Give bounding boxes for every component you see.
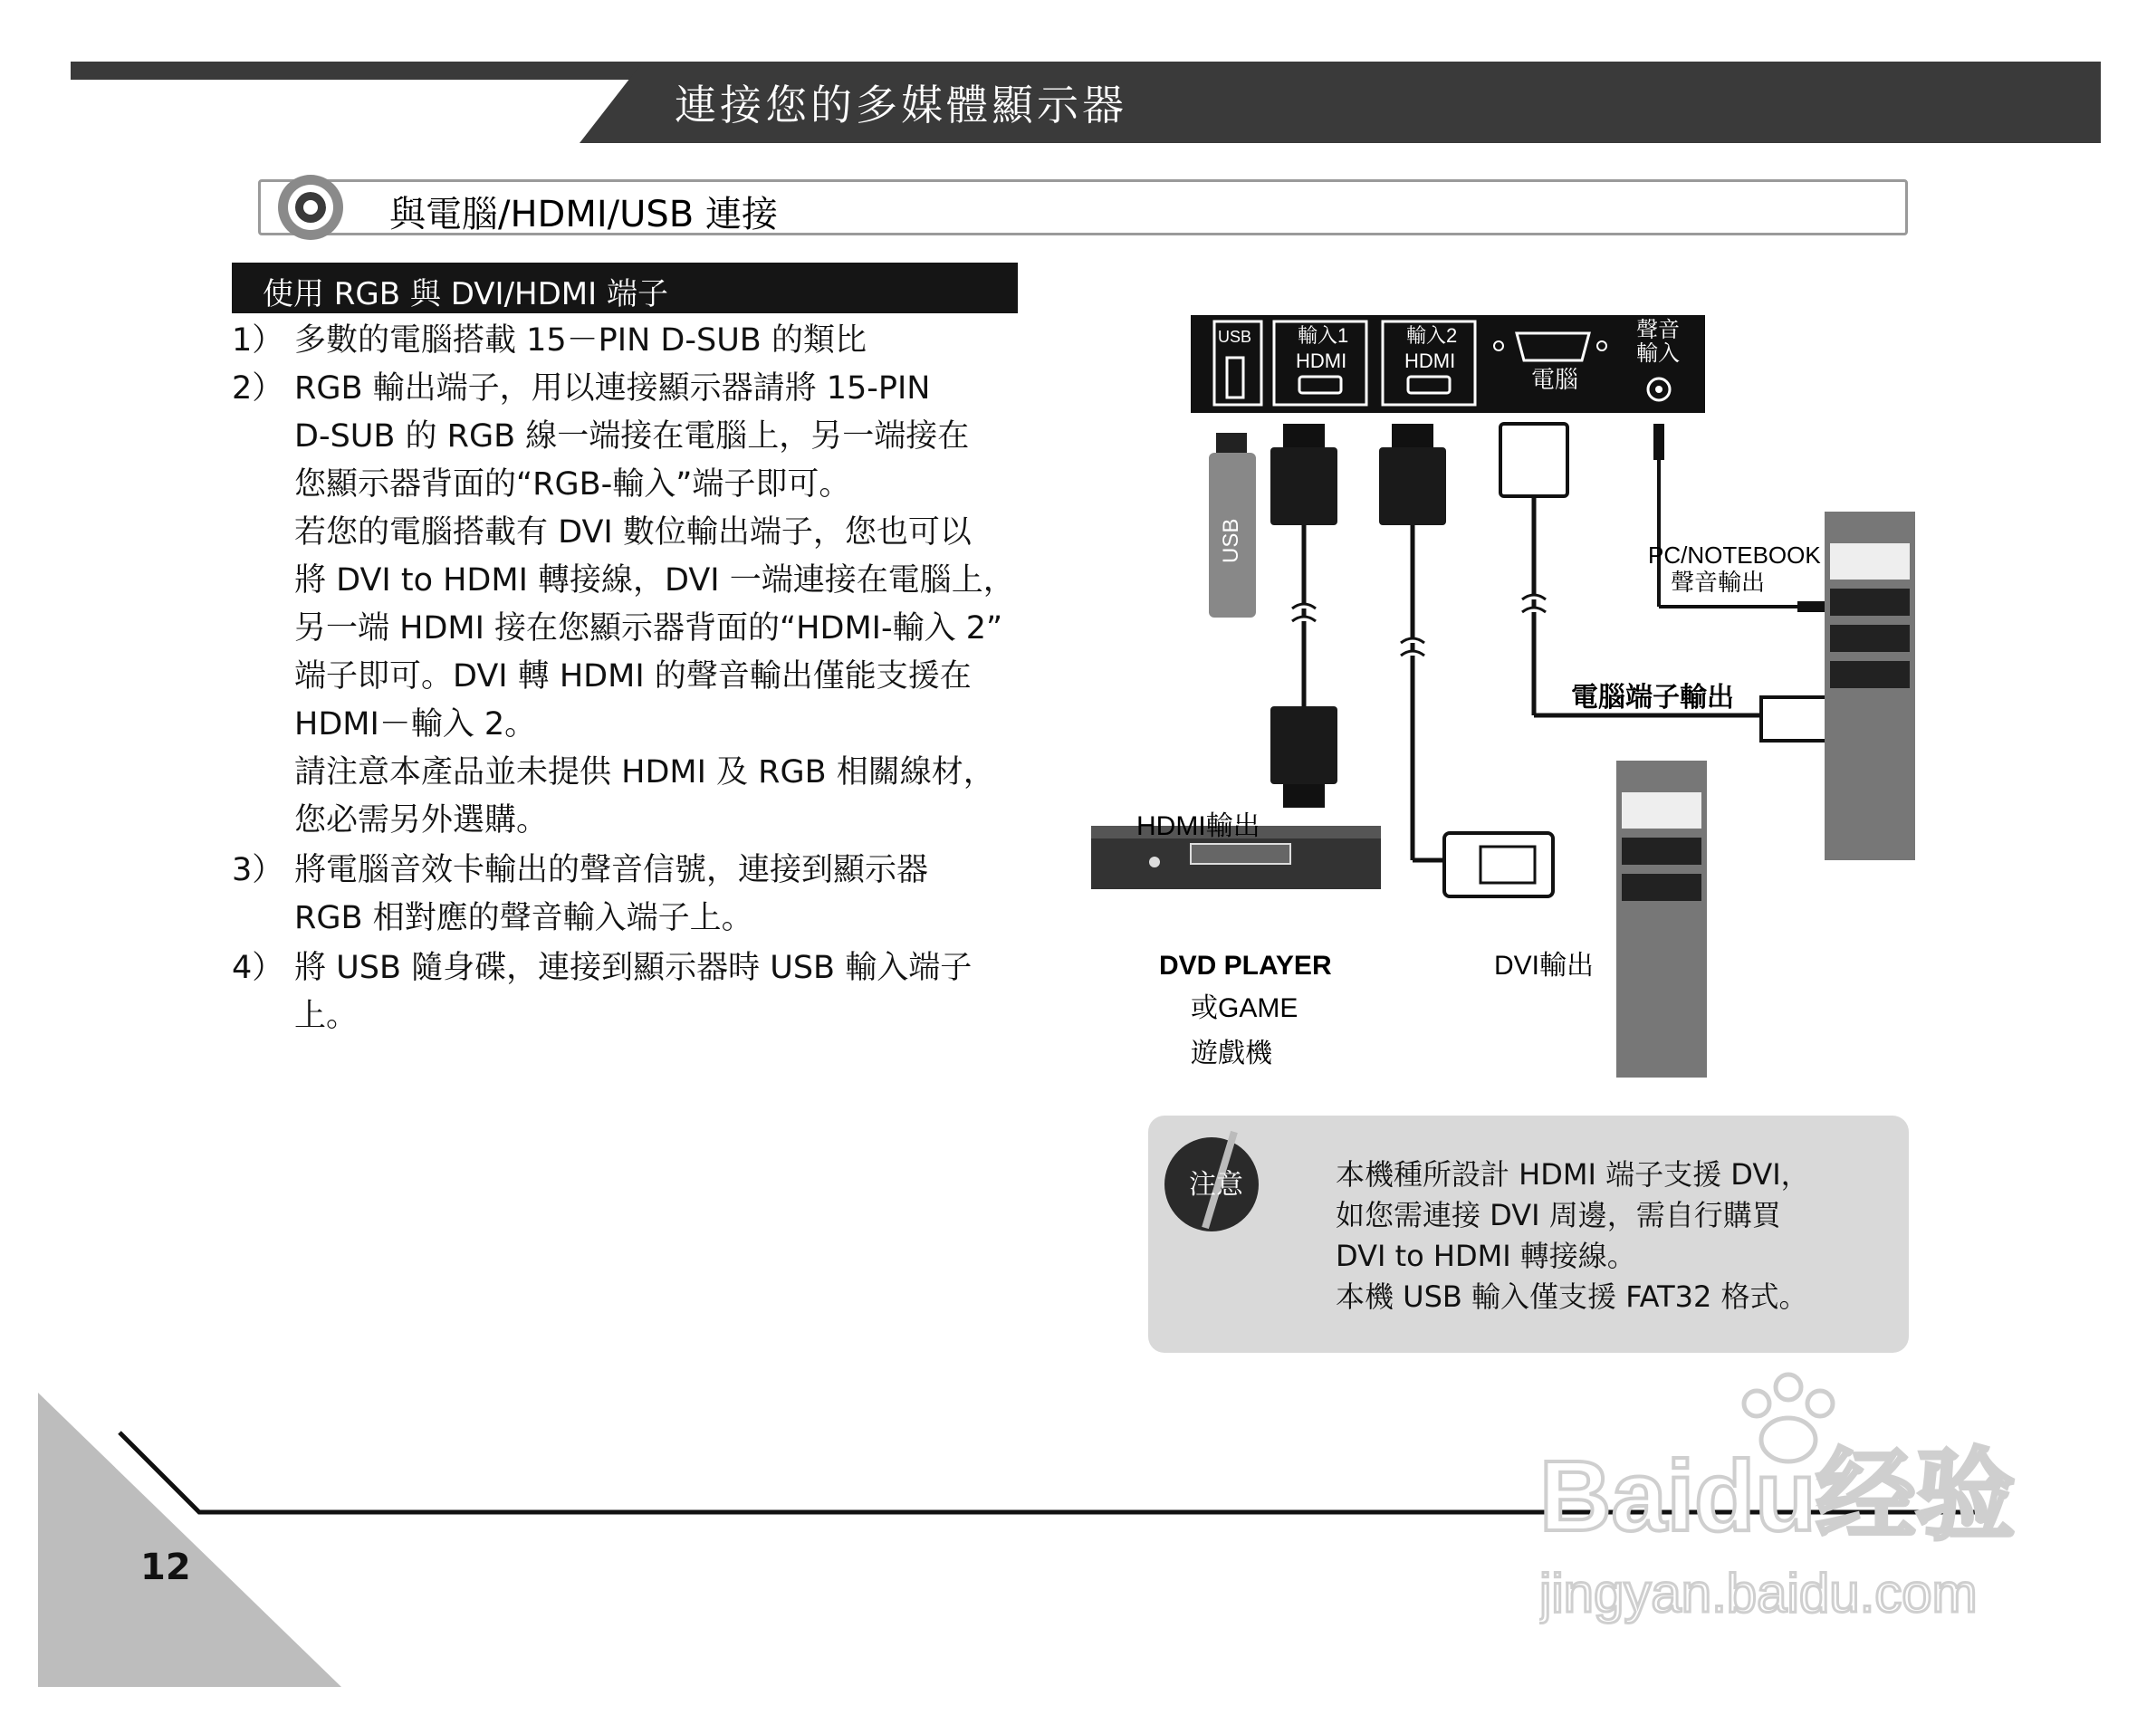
hdmi1-port-label: HDMI xyxy=(1296,350,1347,372)
dvd-player-label: DVD PLAYER xyxy=(1159,951,1332,981)
pc-notebook-label: PC/NOTEBOOK xyxy=(1648,541,1821,569)
step-text: 若您的電腦搭載有 DVI 數位輸出端子，您也可以 xyxy=(294,514,972,551)
hdmi1-input-label: 輸入1 xyxy=(1298,324,1349,347)
step-text: 將 DVI to HDMI 轉接線，DVI 一端連接在電腦上， xyxy=(294,562,1015,599)
pc-port-output-label: 電腦端子輸出 xyxy=(1571,683,1734,713)
hdmi2-input-label: 輸入2 xyxy=(1406,324,1458,347)
step-text: 將 USB 隨身碟，連接到顯示器時 USB 輸入端子 xyxy=(294,950,973,986)
step-number: 3） xyxy=(232,852,284,888)
step-text: 多數的電腦搭載 15－PIN D-SUB 的類比 xyxy=(294,322,867,359)
step-text: 您必需另外選購。 xyxy=(294,802,549,838)
vga-plug xyxy=(1500,424,1567,496)
usb-stick-label: USB xyxy=(1219,518,1243,563)
subsection-title: 使用 RGB 與 DVI/HDMI 端子 xyxy=(263,276,668,312)
hdmi-plug-1 xyxy=(1270,447,1337,525)
audio-port-label-1: 聲音 xyxy=(1636,318,1680,342)
hdmi-plug-2 xyxy=(1379,447,1446,525)
hdmi-plug-source xyxy=(1270,706,1337,784)
note-line: 如您需連接 DVI 周邊，需自行購買 xyxy=(1336,1198,1781,1232)
note-line: 本機種所設計 HDMI 端子支援 DVI， xyxy=(1336,1157,1810,1192)
vga-plug-pc xyxy=(1761,697,1834,741)
step-text: D-SUB 的 RGB 線一端接在電腦上，另一端接在 xyxy=(294,418,970,455)
hdmi2-port-label: HDMI xyxy=(1404,350,1456,372)
pc-port-label: 電腦 xyxy=(1531,366,1579,393)
section-title: 與電腦/HDMI/USB 連接 xyxy=(389,194,778,235)
hdmi-output-label: HDMI輸出 xyxy=(1136,811,1260,841)
audio-port-label-2: 輸入 xyxy=(1636,341,1680,366)
warning-icon xyxy=(1162,1121,1298,1239)
dvi-output-label: DVI輸出 xyxy=(1494,951,1595,981)
watermark-brand: Baidu经验 xyxy=(1539,1441,2016,1552)
baidu-watermark xyxy=(1539,1367,2046,1639)
step-text: 上。 xyxy=(294,998,359,1034)
page-title: 連接您的多媒體顯示器 xyxy=(675,81,1127,129)
step-text: RGB 輸出端子，用以連接顯示器請將 15-PIN xyxy=(294,370,931,407)
step-text: RGB 相對應的聲音輸入端子上。 xyxy=(294,900,753,936)
step-text: 請注意本產品並未提供 HDMI 及 RGB 相關線材， xyxy=(294,754,995,790)
step-number: 1） xyxy=(232,322,284,359)
target-icon xyxy=(275,172,346,243)
step-text: 端子即可。DVI 轉 HDMI 的聲音輸出僅能支援在 xyxy=(294,658,972,695)
audio-plug-pc xyxy=(1797,601,1825,612)
game-console-label: 遊戲機 xyxy=(1191,1039,1272,1068)
step-number: 4） xyxy=(232,950,284,986)
note-line: DVI to HDMI 轉接線。 xyxy=(1336,1239,1636,1273)
note-icon-text: 注意 xyxy=(1189,1169,1243,1201)
step-text: 另一端 HDMI 接在您顯示器背面的“HDMI-輸入 2” xyxy=(294,610,1003,647)
watermark-url: jingyan.baidu.com xyxy=(1539,1563,1978,1624)
or-game-label: 或GAME xyxy=(1191,993,1298,1023)
page-number: 12 xyxy=(140,1547,191,1588)
step-text: HDMI－輸入 2。 xyxy=(294,706,537,743)
note-line: 本機 USB 輸入僅支援 FAT32 格式。 xyxy=(1336,1279,1808,1314)
audio-output-label: 聲音輸出 xyxy=(1671,569,1766,596)
step-text: 您顯示器背面的“RGB-輸入”端子即可。 xyxy=(294,466,851,503)
step-text: 將電腦音效卡輸出的聲音信號，連接到顯示器 xyxy=(294,852,929,888)
step-number: 2） xyxy=(232,370,284,407)
usb-port-label: USB xyxy=(1218,328,1252,346)
connection-diagram xyxy=(1082,308,1924,1105)
